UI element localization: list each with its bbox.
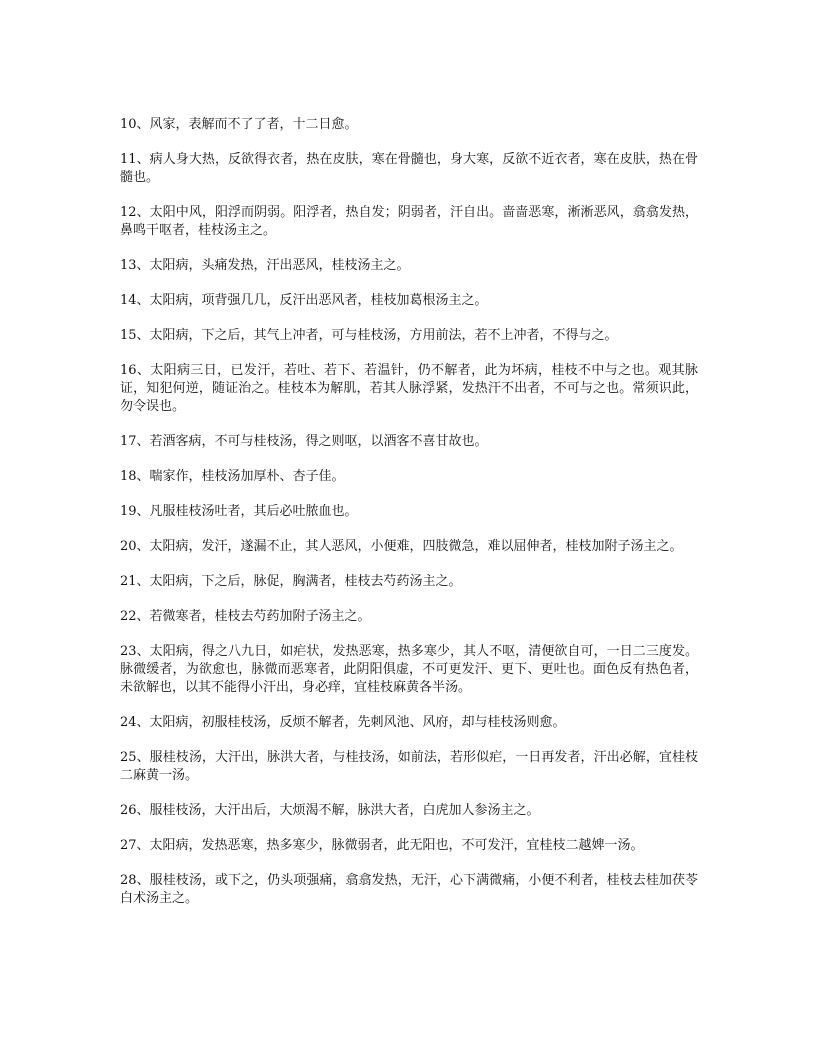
paragraph-17: 17、若酒客病，不可与桂枝汤，得之则呕，以酒客不喜甘故也。 — [120, 434, 488, 449]
paragraph-19: 19、凡服桂枝汤吐者，其后必吐脓血也。 — [120, 504, 358, 519]
paragraph-18: 18、喘家作，桂枝汤加厚朴、杏子佳。 — [120, 469, 345, 484]
paragraph-14: 14、太阳病，项背强几几，反汗出恶风者，桂枝加葛根汤主之。 — [120, 293, 488, 308]
paragraph-15: 15、太阳病，下之后，其气上冲者，可与桂枝汤，方用前法，若不上冲者，不得与之。 — [120, 328, 618, 343]
paragraph-28: 28、服桂枝汤，或下之，仍头项强痛，翕翕发热，无汗，心下满微痛，小便不利者，桂枝去桂加茯苓白术汤主之。 — [120, 873, 698, 906]
paragraph-16: 16、太阳病三日，已发汗，若吐、若下、若温针，仍不解者，此为坏病，桂枝不中与之也。观其脉证，知犯何逆，随证治之。桂枝本为解肌，若其人脉浮紧，发热汗不出者，不可与之也。常须识此，勿令误也。 — [120, 363, 698, 414]
paragraph-24: 24、太阳病，初服桂枝汤，反烦不解者，先刺风池、风府，却与桂枝汤则愈。 — [120, 715, 566, 730]
paragraph-10: 10、风家，表解而不了了者，十二日愈。 — [120, 117, 358, 132]
paragraph-23: 23、太阳病，得之八九日，如疟状，发热恶寒，热多寒少，其人不呕，清便欲自可，一日二三度发。脉微缓者，为欲愈也，脉微而恶寒者，此阴阳俱虚，不可更发汗、更下、更吐也。面色反有热色者，未欲解也，以其不能得小汗出，身必痒，宜桂枝麻黄各半汤。 — [120, 644, 698, 695]
paragraph-21: 21、太阳病，下之后，脉促，胸满者，桂枝去芍药汤主之。 — [120, 574, 462, 589]
paragraph-12: 12、太阳中风，阳浮而阴弱。阳浮者，热自发；阴弱者，汗自出。啬啬恶寒，淅淅恶风，翕翕发热，鼻鸣干呕者，桂枝汤主之。 — [120, 205, 698, 238]
paragraph-11: 11、病人身大热，反欲得衣者，热在皮肤，寒在骨髓也，身大寒，反欲不近衣者，寒在皮肤，热在骨髓也。 — [120, 152, 698, 185]
paragraph-22: 22、若微寒者，桂枝去芍药加附子汤主之。 — [120, 609, 371, 624]
paragraph-27: 27、太阳病，发热恶寒，热多寒少，脉微弱者，此无阳也，不可发汗，宜桂枝二越婢一汤。 — [120, 838, 644, 853]
paragraph-25: 25、服桂枝汤，大汗出，脉洪大者，与桂技汤，如前法，若形似疟，一日再发者，汗出必解，宜桂枝二麻黄一汤。 — [120, 750, 698, 783]
paragraph-20: 20、太阳病，发汗，遂漏不止，其人恶风，小便难，四肢微急，难以屈伸者，桂枝加附子汤主之。 — [120, 539, 683, 554]
document-page — [120, 116, 698, 925]
paragraph-26: 26、服桂枝汤，大汗出后，大烦渴不解，脉洪大者，白虎加人参汤主之。 — [120, 803, 540, 818]
paragraph-13: 13、太阳病，头痛发热，汗出恶风，桂枝汤主之。 — [120, 258, 410, 273]
